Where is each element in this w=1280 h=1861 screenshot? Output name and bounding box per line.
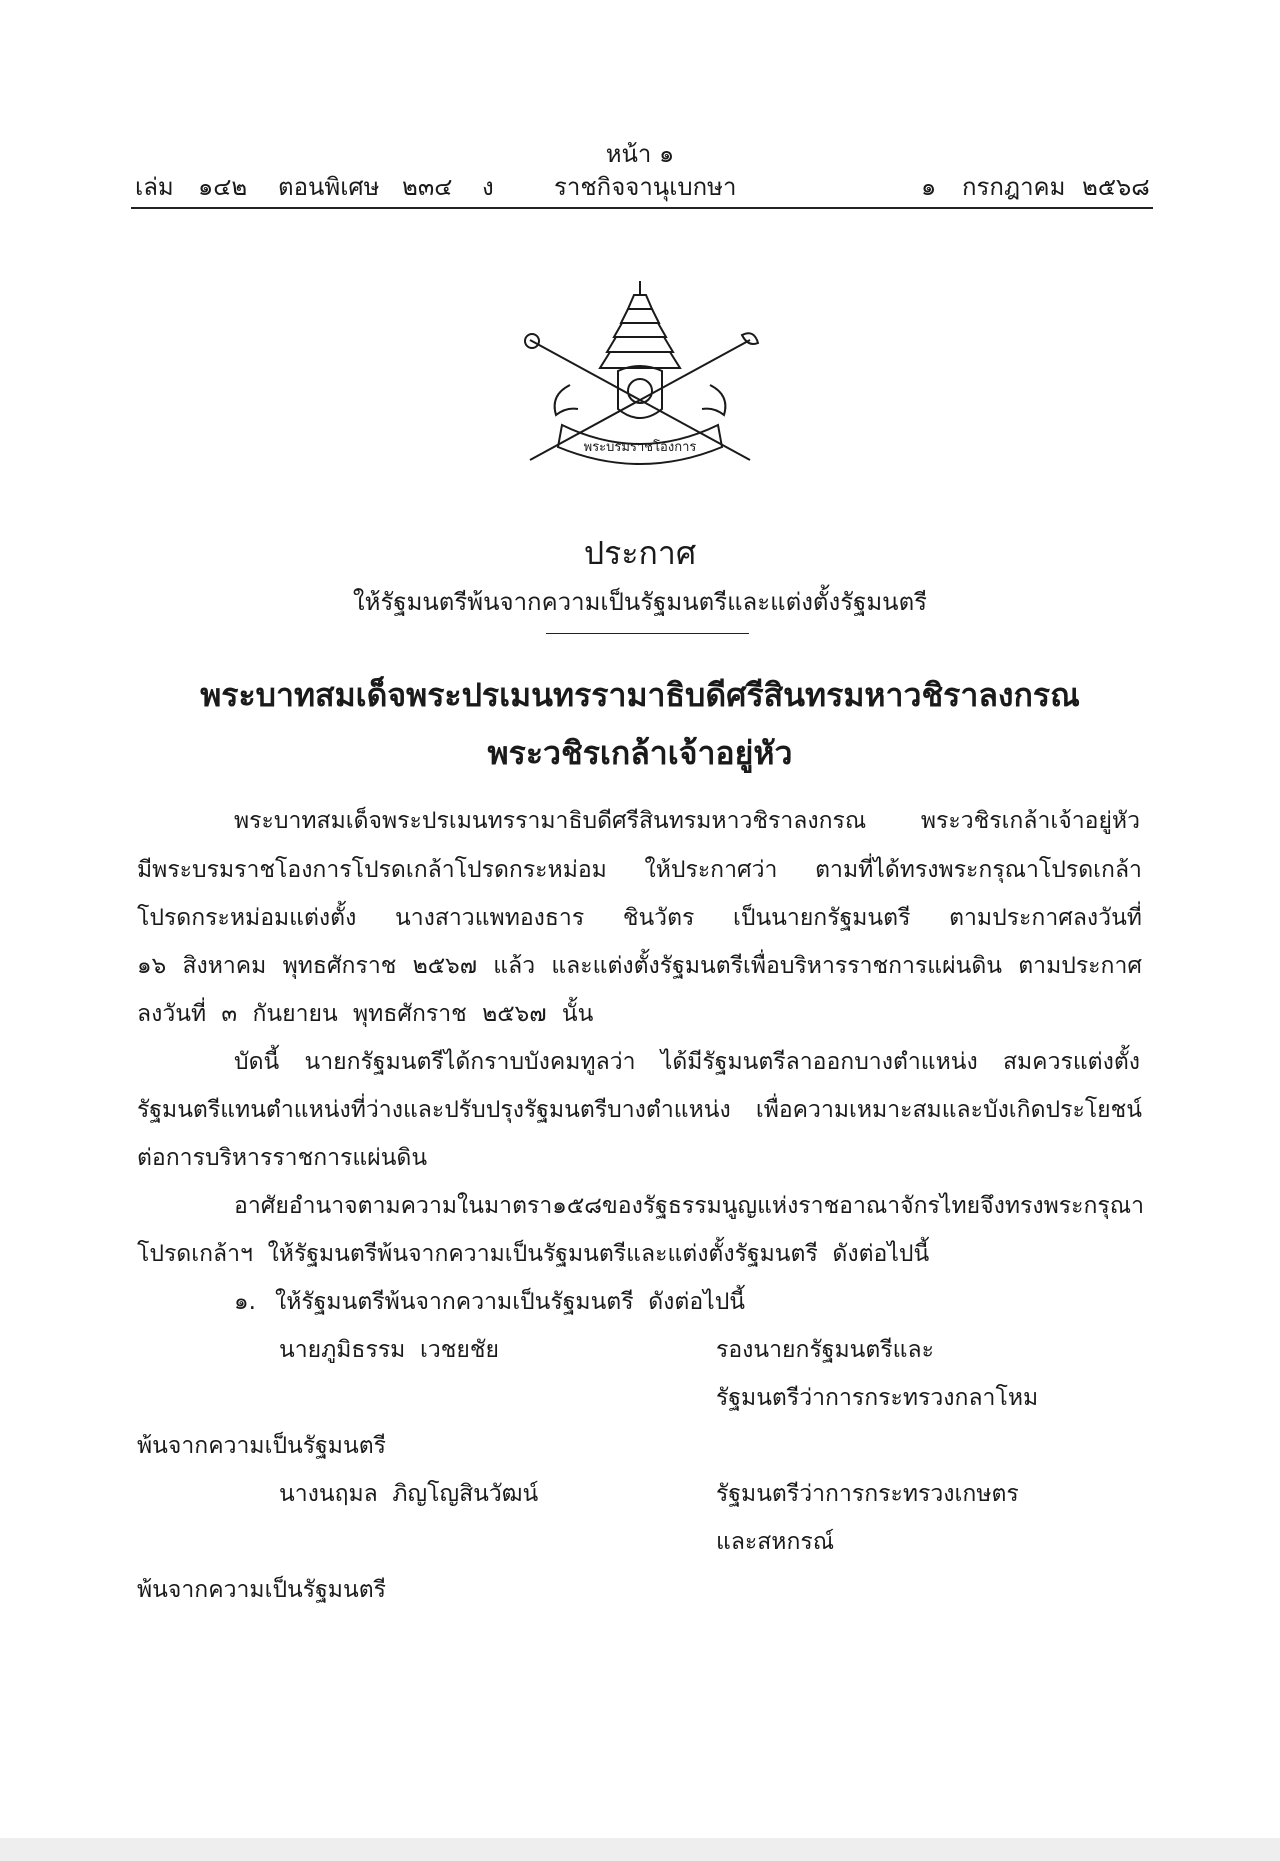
page-bottom-edge — [0, 1838, 1280, 1861]
text-segment: สิงหาคม — [182, 953, 267, 979]
text-segment: เพื่อความเหมาะสมและบังเกิดประโยชน์ — [755, 1097, 1142, 1123]
text-segment: มีพระบรมราชโองการโปรดเกล้าโปรดกระหม่อม — [137, 857, 607, 883]
entry1-name: นายภูมิธรรม เวชยชัย — [279, 1337, 499, 1363]
section-letter: ง — [482, 173, 494, 201]
entry1-position-line2: รัฐมนตรีว่าการกระทรวงกลาโหม — [716, 1385, 1039, 1411]
date-day: ๑ — [921, 173, 937, 201]
text-segment: ๑๖ — [137, 953, 167, 979]
text-segment: พระวชิรเกล้าเจ้าอยู่หัว — [920, 808, 1140, 834]
para3-line2: โปรดเกล้าฯ ให้รัฐมนตรีพ้นจากความเป็นรัฐมนตรีและแต่งตั้งรัฐมนตรี ดังต่อไปนี้ — [137, 1241, 930, 1267]
text-segment: บัดนี้ — [234, 1049, 280, 1075]
para2-line2 — [137, 1092, 1142, 1128]
item1-text: ให้รัฐมนตรีพ้นจากความเป็นรัฐมนตรี ดังต่อไปนี้ — [275, 1289, 746, 1315]
emblem-inscription: พระบรมราชโองการ — [583, 440, 697, 455]
para1-line1 — [234, 803, 1140, 839]
king-name-line2: พระวชิรเกล้าเจ้าอยู่หัว — [487, 734, 793, 772]
section-label: ตอนพิเศษ — [278, 173, 380, 201]
para1-line4 — [137, 948, 1142, 984]
text-segment: ให้ประกาศว่า — [644, 857, 778, 883]
text-segment: ตามที่ได้ทรงพระกรุณาโปรดเกล้า — [815, 857, 1142, 883]
para2-line3: ต่อการบริหารราชการแผ่นดิน — [137, 1145, 428, 1171]
page-number: หน้า ๑ — [605, 140, 675, 168]
text-segment: ๑๕๘ — [552, 1193, 603, 1219]
text-segment: ตามประกาศลงวันที่ — [949, 905, 1142, 931]
entry2-position-line2: และสหกรณ์ — [716, 1529, 835, 1555]
royal-seal-emblem-icon — [510, 275, 770, 475]
volume-label: เล่ม — [135, 173, 174, 201]
text-segment: แล้ว — [493, 953, 536, 979]
text-segment: และแต่งตั้งรัฐมนตรีเพื่อบริหารราชการแผ่นดิน — [551, 953, 1002, 979]
text-segment: เป็นนายกรัฐมนตรี — [733, 905, 911, 931]
king-name-line1: พระบาทสมเด็จพระปรเมนทรรามาธิบดีศรีสินทรมหาวชิราลงกรณ — [200, 676, 1080, 714]
entry2-name: นางนฤมล ภิญโญสินวัฒน์ — [279, 1481, 539, 1507]
text-segment: ๒๕๖๗ — [412, 953, 478, 979]
text-segment: รัฐมนตรีแทนตำแหน่งที่ว่างและปรับปรุงรัฐมนตรีบางตำแหน่ง — [137, 1097, 731, 1123]
date-month: กรกฎาคม — [962, 173, 1066, 201]
title-rule — [546, 633, 749, 634]
text-segment: จึงทรงพระกรุณา — [980, 1193, 1144, 1219]
page-title: ประกาศ — [583, 534, 697, 572]
volume-number: ๑๔๒ — [198, 173, 248, 201]
para3-line1 — [234, 1188, 1144, 1224]
item1-number: ๑. — [234, 1289, 256, 1315]
text-segment: พุทธศักราช — [282, 953, 397, 979]
text-segment: สมควรแต่งตั้ง — [1002, 1049, 1140, 1075]
text-segment: พระบาทสมเด็จพระปรเมนทรรามาธิบดีศรีสินทรมหาวชิราลงกรณ — [234, 808, 867, 834]
text-segment: ตามประกาศ — [1018, 953, 1142, 979]
section-number: ๒๓๔ — [402, 173, 453, 201]
entry2-outcome: พ้นจากความเป็นรัฐมนตรี — [137, 1577, 386, 1603]
entry1-outcome: พ้นจากความเป็นรัฐมนตรี — [137, 1433, 386, 1459]
gazette-name: ราชกิจจานุเบกษา — [554, 173, 737, 201]
text-segment: นายกรัฐมนตรีได้กราบบังคมทูลว่า — [304, 1049, 636, 1075]
entry1-position-line1: รองนายกรัฐมนตรีและ — [716, 1337, 934, 1363]
text-segment: นางสาวแพทองธาร — [394, 905, 585, 931]
para2-line1 — [234, 1044, 1140, 1080]
text-segment: ได้มีรัฐมนตรีลาออกบางตำแหน่ง — [660, 1049, 978, 1075]
header-rule — [131, 207, 1153, 209]
entry2-position-line1: รัฐมนตรีว่าการกระทรวงเกษตร — [716, 1481, 1019, 1507]
text-segment: โปรดกระหม่อมแต่งตั้ง — [137, 905, 357, 931]
page-subtitle: ให้รัฐมนตรีพ้นจากความเป็นรัฐมนตรีและแต่งตั้งรัฐมนตรี — [352, 588, 928, 616]
date-year: ๒๕๖๘ — [1082, 173, 1150, 201]
text-segment: อาศัยอำนาจตามความในมาตรา — [234, 1193, 553, 1219]
para1-line3 — [137, 900, 1142, 936]
para1-line5: ลงวันที่ ๓ กันยายน พุทธศักราช ๒๕๖๗ นั้น — [137, 1001, 594, 1027]
para1-line2 — [137, 852, 1142, 888]
text-segment: ของรัฐธรรมนูญแห่งราชอาณาจักรไทย — [602, 1193, 981, 1219]
text-segment: ชินวัตร — [622, 905, 695, 931]
